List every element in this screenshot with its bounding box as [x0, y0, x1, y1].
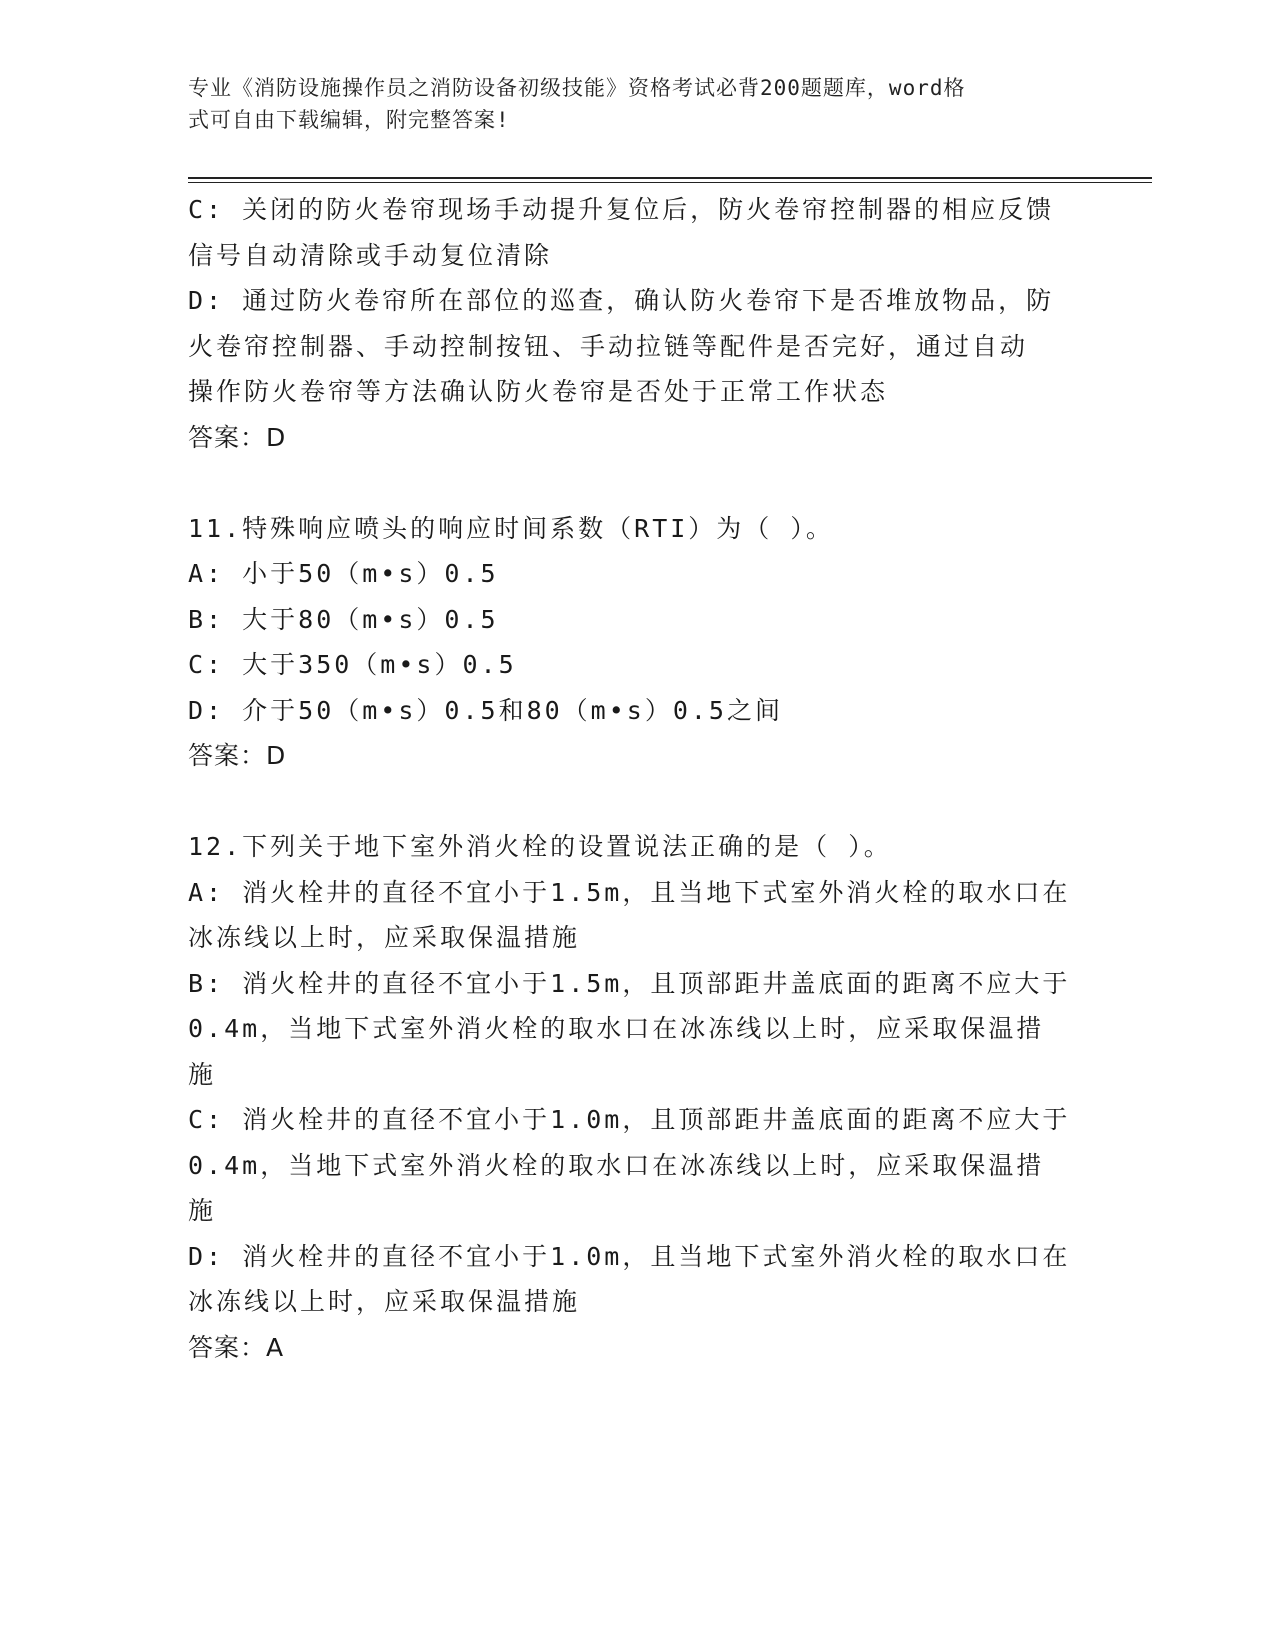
option-c-line-3: 施 — [188, 1196, 217, 1225]
option-c-line-1: C: 消火栓井的直径不宜小于1.0m，且顶部距井盖底面的距离不应大于 — [188, 1105, 1071, 1134]
header-line-2: 式可自由下载编辑，附完整答案! — [188, 108, 510, 132]
question-12 — [188, 824, 1088, 1370]
option-a: A: 小于50（m•s）0.5 — [188, 559, 499, 588]
header-divider-thin — [188, 182, 1152, 183]
option-c: C: 大于350（m•s）0.5 — [188, 650, 517, 679]
question-10-continued — [188, 187, 1088, 460]
option-c-line-2: 信号自动清除或手动复位清除 — [188, 240, 553, 270]
question-stem: 11.特殊响应喷头的响应时间系数（RTI）为（ ）。 — [188, 513, 834, 543]
option-b-line-2: 0.4m，当地下式室外消火栓的取水口在冰冻线以上时，应采取保温措 — [188, 1014, 1045, 1043]
question-stem: 12.下列关于地下室外消火栓的设置说法正确的是（ ）。 — [188, 832, 892, 861]
option-d-line-2: 火卷帘控制器、手动控制按钮、手动拉链等配件是否完好，通过自动 — [188, 331, 1029, 361]
option-d: D: 介于50（m•s）0.5和80（m•s）0.5之间 — [188, 695, 783, 725]
answer-label: 答案：D — [188, 741, 287, 770]
option-c-line-1: C: 关闭的防火卷帘现场手动提升复位后，防火卷帘控制器的相应反馈 — [188, 195, 1055, 224]
document-body — [188, 187, 1088, 1370]
question-11 — [188, 506, 1088, 779]
answer-label: 答案：D — [188, 422, 287, 452]
spacer — [188, 460, 1088, 506]
option-a-line-1: A: 消火栓井的直径不宜小于1.5m，且当地下式室外消火栓的取水口在 — [188, 877, 1071, 907]
header-divider-thick — [188, 177, 1152, 179]
option-c-line-2: 0.4m，当地下式室外消火栓的取水口在冰冻线以上时，应采取保温措 — [188, 1150, 1045, 1180]
option-d-line-1: D: 消火栓井的直径不宜小于1.0m，且当地下式室外消火栓的取水口在 — [188, 1241, 1071, 1271]
answer-label: 答案：A — [188, 1332, 285, 1362]
document-header — [188, 72, 1068, 136]
option-a-line-2: 冰冻线以上时，应采取保温措施 — [188, 923, 581, 952]
option-b-line-3: 施 — [188, 1059, 217, 1089]
option-b-line-1: B: 消火栓井的直径不宜小于1.5m，且顶部距井盖底面的距离不应大于 — [188, 968, 1071, 998]
spacer — [188, 779, 1088, 825]
option-d-line-1: D: 通过防火卷帘所在部位的巡查，确认防火卷帘下是否堆放物品，防 — [188, 286, 1055, 315]
option-d-line-2: 冰冻线以上时，应采取保温措施 — [188, 1287, 581, 1316]
option-d-line-3: 操作防火卷帘等方法确认防火卷帘是否处于正常工作状态 — [188, 377, 889, 406]
header-line-1: 专业《消防设施操作员之消防设备初级技能》资格考试必背200题题库，word格 — [188, 76, 966, 100]
option-b: B: 大于80（m•s）0.5 — [188, 604, 499, 634]
